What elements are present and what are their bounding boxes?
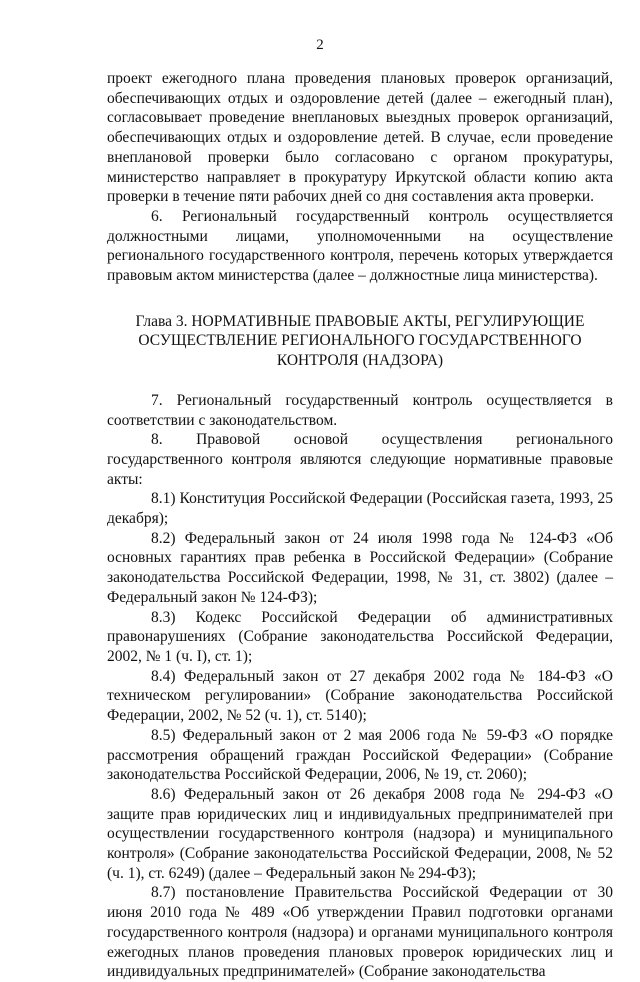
item-8-1: 8.1) Конституция Российской Федерации (Российская газета, 1993, 25 декабря); [107,490,613,528]
item-8-2: 8.2) Федеральный закон от 24 июля 1998 года № 124-ФЗ «Об основных гарантиях прав ребенка в Российской Федерации» (Собрание законодательства Российской Федерации, 1998, № 31, ст. 3802) (далее – Федеральный закон № 124-ФЗ); [107,529,613,606]
paragraph-8: 8. Правовой основой осуществления регионального государственного контроля являются следующие нормативные правовые акты: [107,431,613,488]
item-8-6: 8.6) Федеральный закон от 26 декабря 2008 года № 294-ФЗ «О защите прав юридических лиц и индивидуальных предпринимателей при осуществлении государственного контроля (надзора) и муниципального контроля» (Собрание законодательства Российской Федерации, 2008, № 52 (ч. 1), ст. 6249) (далее – Федеральный закон № 294-ФЗ); [107,785,613,882]
item-8-4: 8.4) Федеральный закон от 27 декабря 2002 года № 184-ФЗ «О техническом регулировании» (Собрание законодательства Российской Федерации, 2002, № 52 (ч. 1), ст. 5140); [107,667,613,725]
chapter-heading-line-1: Глава 3. НОРМАТИВНЫЕ ПРАВОВЫЕ АКТЫ, РЕГУЛИРУЮЩИЕ [135,312,585,330]
item-8-7: 8.7) постановление Правительства Российской Федерации от 30 июня 2010 года № 489 «Об утверждении Правил подготовки органами государственного контроля (надзора) и органами муниципального контроля ежегодных планов проведения плановых проверок юридических лиц и индивидуальных предпринимателей» (Собрание законодательства [107,884,613,981]
paragraph-continuation: проект ежегодного плана проведения плановых проверок организаций, обеспечивающих отдых и оздоровление детей (далее – ежегодный план), согласовывает проведение внеплановых выездных проверок организаций, обеспечивающих отдых и оздоровление детей. В случае, если проведение внеплановой проверки было согласовано с органом прокуратуры, министерство направляет в прокуратуру Иркутской области копию акта проверки в течение пяти рабочих дней со дня составления акта проверки. [107,70,613,206]
paragraph-6: 6. Региональный государственный контроль осуществляется должностными лицами, уполномоченными на осуществление регионального государственного контроля, перечень которых утверждается правовым актом министерства (далее – должностные лица министерства). [107,207,613,285]
chapter-heading-line-3: КОНТРОЛЯ (НАДЗОРА) [276,352,444,370]
paragraph-7: 7. Региональный государственный контроль осуществляется в соответствии с законодательством. [107,391,613,429]
item-8-5: 8.5) Федеральный закон от 2 мая 2006 года № 59-ФЗ «О порядке рассмотрения обращений граждан Российской Федерации» (Собрание законодательства Российской Федерации, 2006, № 19, ст. 2060); [107,726,613,784]
document-body [107,69,613,982]
chapter-heading-line-2: ОСУЩЕСТВЛЕНИЕ РЕГИОНАЛЬНОГО ГОСУДАРСТВЕННОГО [138,332,582,350]
chapter-heading [107,312,613,371]
item-8-3: 8.3) Кодекс Российской Федерации об административных правонарушениях (Собрание законодательства Российской Федерации, 2002, № 1 (ч. I), ст. 1); [107,608,613,665]
page-number: 2 [316,37,324,53]
